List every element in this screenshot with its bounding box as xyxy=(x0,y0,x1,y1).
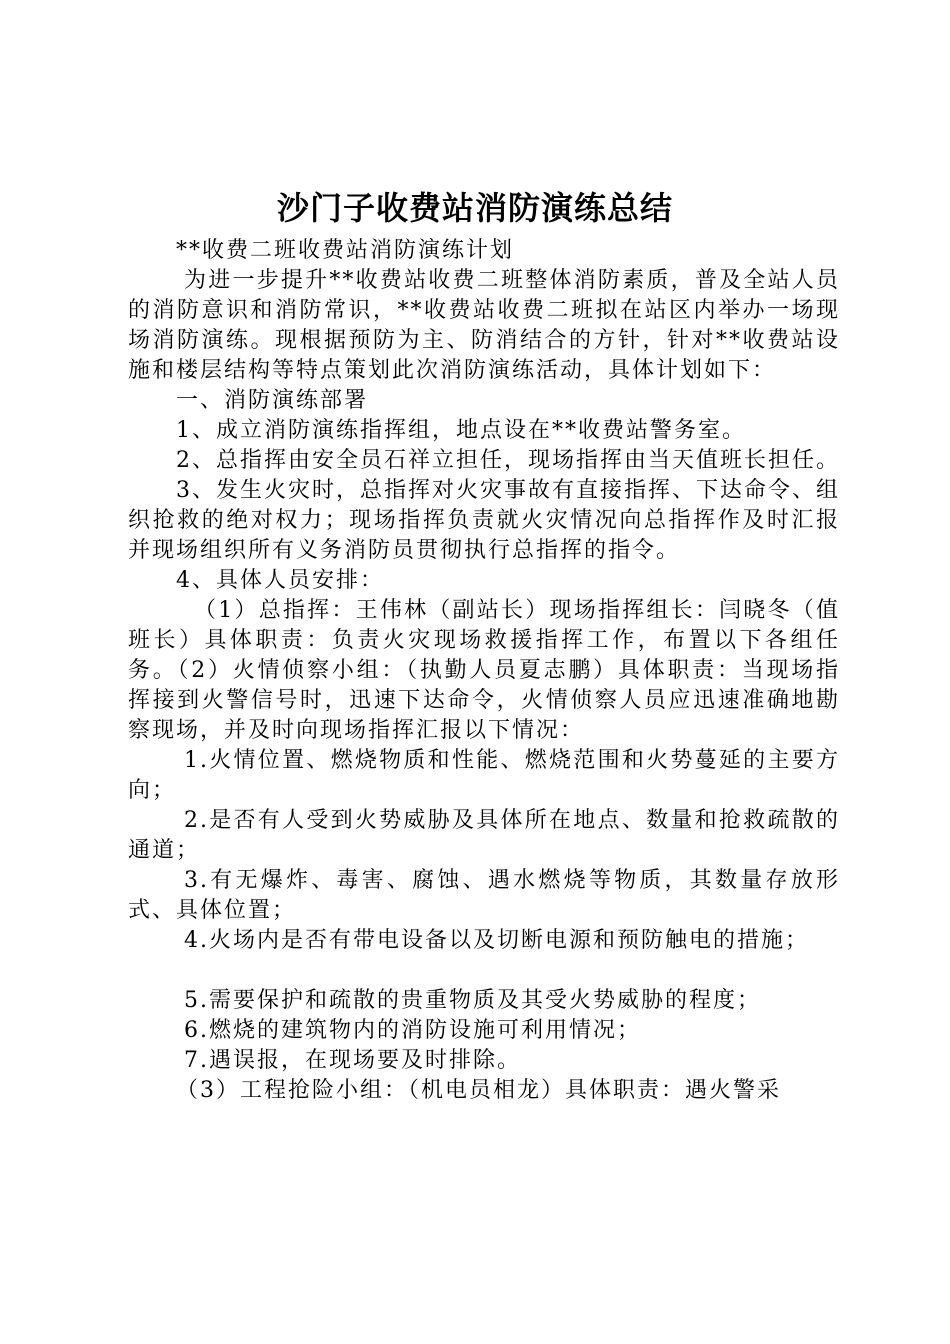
recon-point-4: 4.火场内是否有带电设备以及切断电源和预防触电的措施； xyxy=(184,928,809,953)
recon-point-3: 3.有无爆炸、毒害、腐蚀、遇水燃烧等物质，其数量存放形式、具体位置； xyxy=(128,868,840,923)
recon-point-2: 2.是否有人受到火势威胁及具体所在地点、数量和抢救疏散的通道； xyxy=(128,808,840,863)
section-heading: 一、消防演练部署 xyxy=(176,388,369,413)
blank-line xyxy=(128,956,840,986)
item-4: 4、具体人员安排： xyxy=(176,568,384,593)
item-3: 3、发生火灾时，总指挥对火灾事故有直接指挥、下达命令、组织抢救的绝对权力；现场指挥负责就火灾情况向总指挥作及时汇报并现场组织所有义务消防员贯彻执行总指挥的指令。 xyxy=(128,478,840,563)
recon-point-6: 6.燃烧的建筑物内的消防设施可利用情况； xyxy=(184,1018,641,1043)
engineering-team-paragraph: （3）工程抢险小组：（机电员相龙）具体职责：遇火警采 xyxy=(176,1078,781,1103)
document-title: 沙门子收费站消防演练总结 xyxy=(276,189,673,227)
recon-point-5: 5.需要保护和疏散的贵重物质及其受火势威胁的程度； xyxy=(184,988,761,1013)
recon-point-1: 1.火情位置、燃烧物质和性能、燃烧范围和火势蔓延的主要方向； xyxy=(128,748,840,803)
item-2: 2、总指挥由安全员石祥立担任，现场指挥由当天值班长担任。 xyxy=(176,448,840,473)
personnel-paragraph: （1）总指挥：王伟林（副站长）现场指挥组长：闫晓冬（值班长）具体职责：负责火灾现场救援指挥工作，布置以下各组任务。（2）火情侦察小组：（执勤人员夏志鹏）具体职责：当现场指挥接到火警信号时，迅速下达命令，火情侦察人员应迅速准确地勘察现场，并及时向现场指挥汇报以下情况： xyxy=(128,598,840,743)
item-1: 1、成立消防演练指挥组，地点设在**收费站警务室。 xyxy=(176,418,746,443)
recon-point-7: 7.遇误报，在现场要及时排除。 xyxy=(184,1048,521,1073)
plan-heading: **收费二班收费站消防演练计划 xyxy=(176,238,515,263)
document-body xyxy=(128,236,840,1106)
intro-paragraph: 为进一步提升**收费站收费二班整体消防素质，普及全站人员的消防意识和消防常识，**收费站收费二班拟在站区内举办一场现场消防演练。现根据预防为主、防消结合的方针，针对**收费站设施和楼层结构等特点策划此次消防演练活动，具体计划如下： xyxy=(128,268,840,383)
